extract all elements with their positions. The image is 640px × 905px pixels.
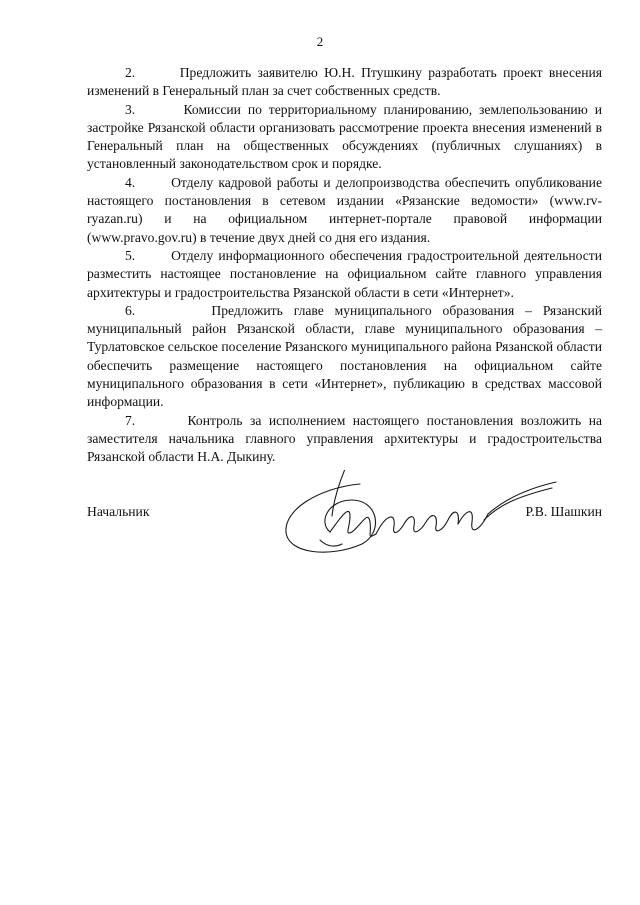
signer-name: Р.В. Шашкин (525, 504, 602, 519)
paragraph-5: 5. Отделу информационного обеспечения градостроительной деятельности разместить настоящее постановление на официальном сайте главного управления архитектуры и градостроительства Рязанской области в сети «Интернет». (87, 247, 602, 300)
signature-block (0, 470, 640, 570)
page-number: 2 (316, 34, 324, 49)
paragraph-3: 3. Комиссии по территориальному планированию, землепользованию и застройке Рязанской области организовать рассмотрение проекта внесения изменений в Генеральный план на общественных обсуждениях (публичных слушаниях) в установленный законодательством срок и порядке. (87, 101, 602, 172)
paragraph-2: 2. Предложить заявителю Ю.Н. Птушкину разработать проект внесения изменений в Генеральный план за счет собственных средств. (87, 65, 602, 99)
paragraph-6: 6. Предложить главе муниципального образования – Рязанский муниципальный район Рязанской области, главе муниципального образования – Турлатовское сельское поселение Рязанского муниципального района Рязанской области обеспечить размещение настоящего постановления на официальном сайте муниципального образования в сети «Интернет», публикацию в средствах массовой информации. (87, 302, 602, 410)
paragraph-4: 4. Отделу кадровой работы и делопроизводства обеспечить опубликование настоящего постановления в сетевом издании «Рязанские ведомости» (www.rv-ryazan.ru) и на официальном интернет-портале правовой информации (www.pravo.gov.ru) в течение двух дней со дня его издания. (87, 174, 602, 245)
paragraph-7: 7. Контроль за исполнением настоящего постановления возложить на заместителя начальника главного управления архитектуры и градостроительства Рязанской области Н.А. Дыкину. (87, 412, 602, 465)
signer-position: Начальник (87, 504, 150, 519)
document-body (87, 64, 602, 467)
